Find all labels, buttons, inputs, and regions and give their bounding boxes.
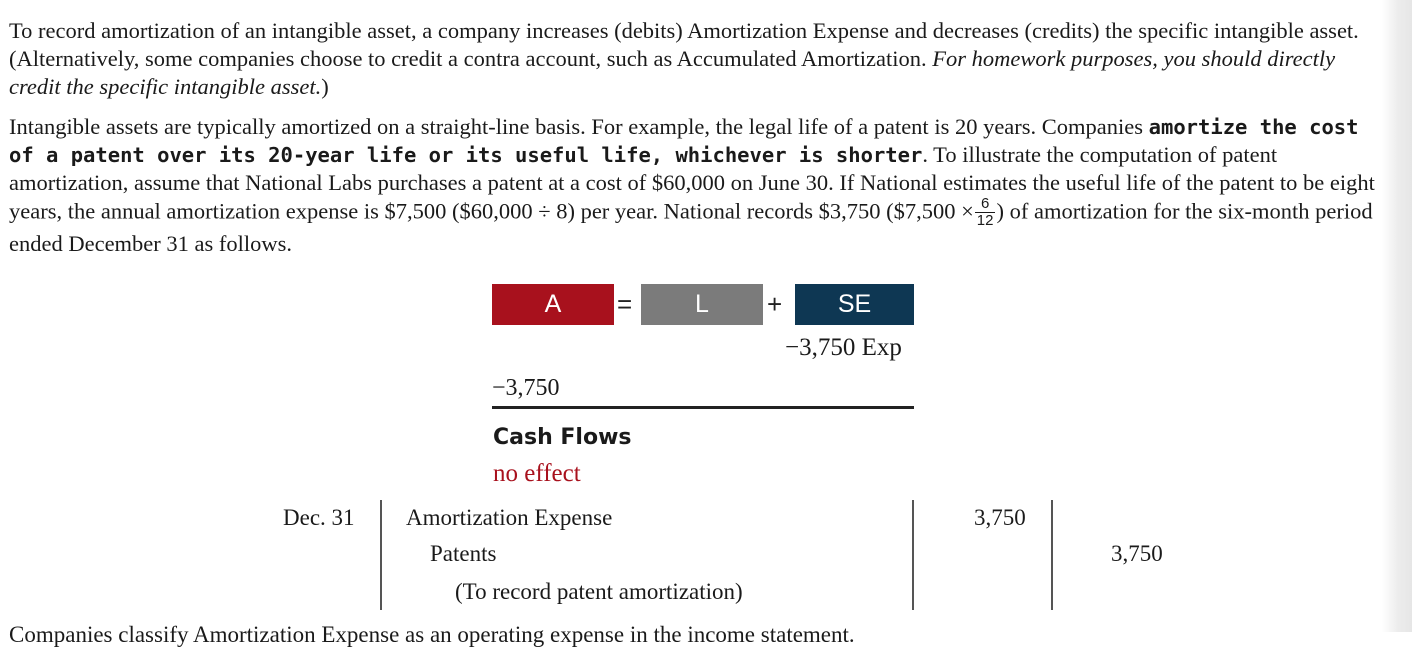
journal-explanation: (To record patent amortization) xyxy=(455,579,743,604)
journal-credit-account: Patents xyxy=(430,541,497,566)
p2-text-a: Intangible assets are typically amortized on a straight-line basis. For example, the legal life of a patent is 20 years. Companies xyxy=(9,114,1149,139)
liabilities-box: L xyxy=(641,284,763,325)
plus-sign: + xyxy=(767,289,783,319)
fraction-numerator: 6 xyxy=(975,196,996,213)
journal-credit-divider xyxy=(1051,500,1053,610)
p1-close: ) xyxy=(321,74,329,99)
scrollbar-shade[interactable] xyxy=(1382,0,1412,632)
assets-box: A xyxy=(492,284,614,325)
equation-divider xyxy=(492,406,914,409)
cash-flows-heading: Cash Flows xyxy=(493,425,632,450)
equity-change: −3,750 Exp xyxy=(785,334,902,361)
fraction-six-twelfths xyxy=(975,196,996,229)
p2-text-b: . To illustrate the computation of patent amortization, assume that National Labs purchases a patent at a cost of $60,000 on June 30. If National estimates the useful life of the patent to be eight years, the annual amortization expense is $7,500 ($60,000 ÷ 8) per year. National records $3,750 ($7,500 × xyxy=(9,142,1375,224)
journal-debit-account: Amortization Expense xyxy=(406,505,613,530)
paragraph-amortization-recording xyxy=(9,17,1381,101)
cut-off-paragraph: Companies classify Amortization Expense as an operating expense in the income statement. xyxy=(9,622,855,647)
cash-flows-value: no effect xyxy=(493,460,581,487)
p1-italic-note: For homework purposes, you should directly credit the specific intangible asset. xyxy=(9,46,1336,99)
equals-sign: = xyxy=(617,289,633,319)
journal-credit-amount: 3,750 xyxy=(1111,541,1163,566)
journal-debit-amount: 3,750 xyxy=(974,505,1026,530)
equity-box: SE xyxy=(795,284,914,325)
journal-date-divider xyxy=(380,500,382,610)
paragraph-straight-line-example xyxy=(9,113,1381,258)
assets-change: −3,750 xyxy=(492,375,560,401)
p1-text: To record amortization of an intangible asset, a company increases (debits) Amortization Expense and decreases (credits) the specific intangible asset. (Alternatively, some companies choose to credit a contra account, such as Accumulated Amortization. xyxy=(9,18,1359,71)
journal-date: Dec. 31 xyxy=(283,505,355,530)
journal-debit-divider xyxy=(912,500,914,610)
p2-text-c: ) of amortization for the six-month period ended December 31 as follows. xyxy=(9,198,1373,256)
p2-bold-rule: amortize the cost of a patent over its 20-year life or its useful life, whichever is shorter xyxy=(9,115,1359,167)
fraction-denominator: 12 xyxy=(976,212,994,229)
